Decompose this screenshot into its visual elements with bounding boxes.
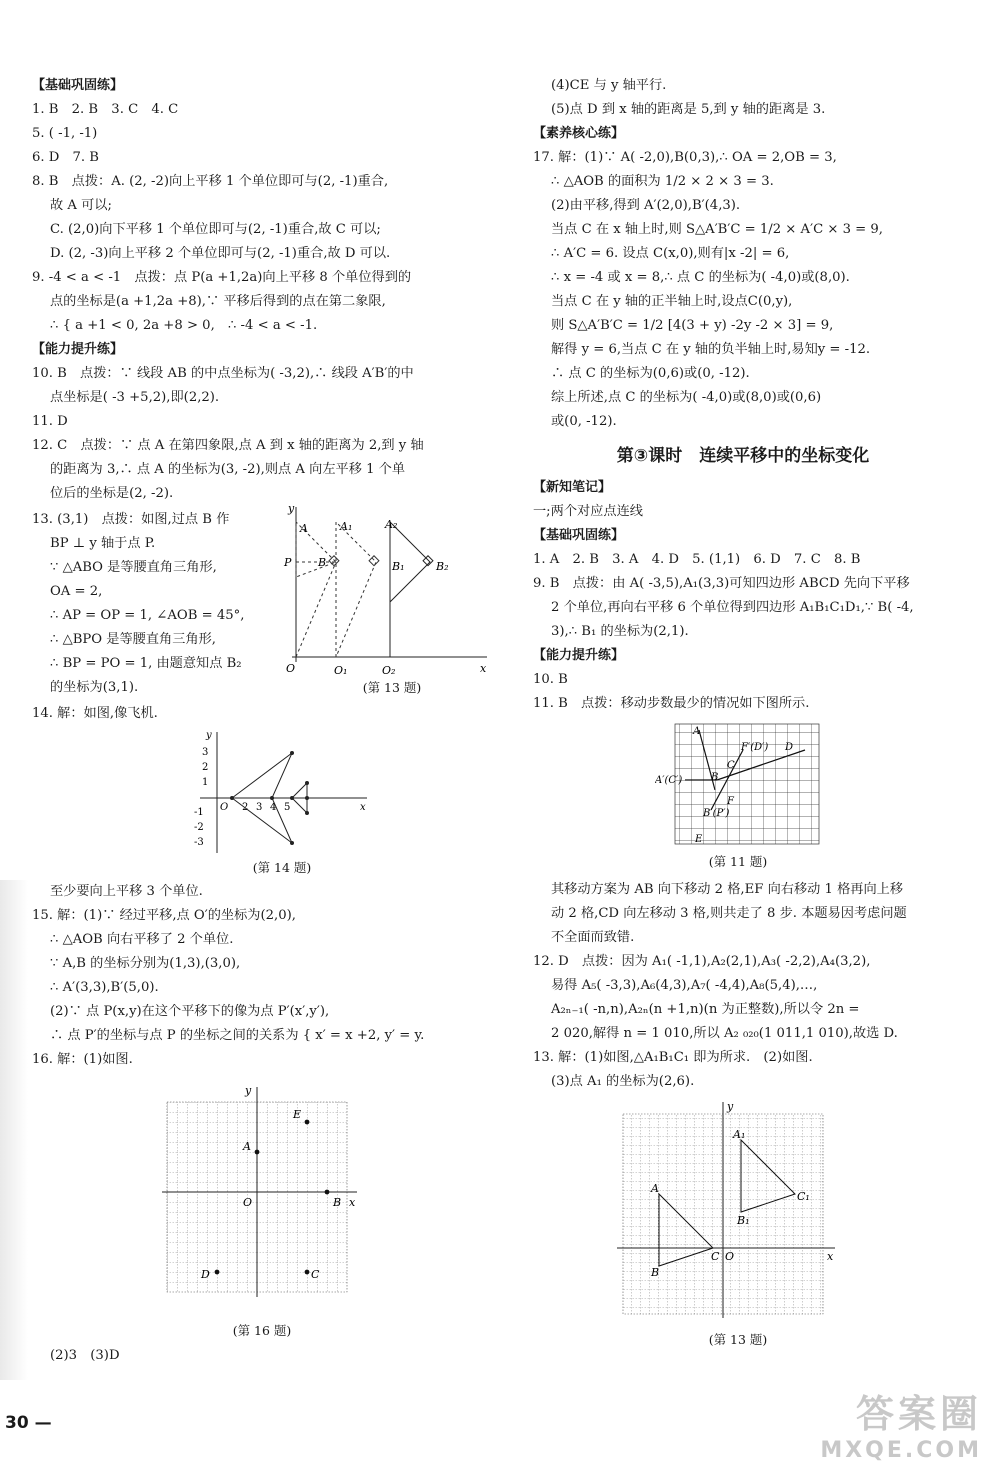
answer-line: (2)由平移,得到 A′(2,0),B′(4,3). [551,198,741,213]
answer-line: 16. 解：(1)如图. [32,1052,133,1067]
answer-line: ∴ △AOB 的面积为 1/2 × 2 × 3 = 3. [551,174,774,189]
answer-line: ∴ BP = PO = 1, 由题意知点 B₂ [50,656,242,671]
answer-line: 3),∴ B₁ 的坐标为(2,1). [551,624,689,639]
answer-line: 则 S△A′B′C = 1/2 [4(3 + y) -2y -2 × 3] = 9, [551,318,834,333]
q16-caption: (第 16 题) [232,1323,292,1338]
answer-line: 2 020,解得 n = 1 010,所以 A₂ ₀₂₀(1 011,1 010),故选 D. [551,1026,898,1041]
answer-line: 的距离为 3,∴ 点 A 的坐标为(3, -2),则点 A 向左平移 1 个单 [50,462,406,477]
svg-text:A₁: A₁ [733,1128,746,1141]
svg-text:B₁: B₁ [392,560,405,573]
answer-line: ∴ x = -4 或 x = 8,∴ 点 C 的坐标为( -4,0)或(8,0). [551,270,850,285]
answer-line: BP ⊥ y 轴于点 P. [50,536,156,551]
answer-line: (4)CE 与 y 轴平行. [551,78,667,93]
answer-line: 12. D 点拨：因为 A₁( -1,1),A₂(2,1),A₃( -2,2),A₄(3,2), [533,954,871,969]
page-number: 30 — [5,1413,52,1433]
svg-text:O₂: O₂ [382,664,396,677]
q13r-caption: (第 13 题) [708,1332,768,1347]
svg-text:-1: -1 [194,807,204,818]
svg-text:2: 2 [202,762,209,773]
answer-line: 点的坐标是(a +1,2a +8),∵ 平移后得到的点在第二象限, [50,294,386,309]
answer-line: 至少要向上平移 3 个单位. [50,884,203,899]
svg-text:2: 2 [242,802,249,813]
section-label: 【新知笔记】 [533,480,612,495]
section-label: 【能力提升练】 [533,648,625,663]
answer-line: 当点 C 在 x 轴上时,则 S△A′B′C = 1/2 × A′C × 3 = 9, [551,222,883,237]
svg-text:O: O [725,1250,735,1263]
svg-text:A: A [651,1182,659,1195]
q14-caption: (第 14 题) [252,860,312,875]
section-label: 【基础巩固练】 [32,78,124,93]
lesson-heading: 第③课时 连续平移中的坐标变化 [616,446,870,466]
svg-text:3: 3 [202,747,209,758]
answer-line: (2)∵ 点 P(x,y)在这个平移下的像为点 P′(x′,y′), [50,1004,330,1019]
q13-caption: (第 13 题) [362,680,422,695]
section-label: 【素养核心练】 [533,126,625,141]
answer-line: ∴ △AOB 向右平移了 2 个单位. [50,932,234,947]
svg-text:B: B [333,1196,342,1209]
watermark [820,1383,982,1463]
svg-text:y: y [206,730,212,741]
answer-line: 15. 解：(1)∵ 经过平移,点 O′的坐标为(2,0), [32,908,296,923]
answer-line: ∴ A′C = 6. 设点 C(x,0),则有|x -2| = 6, [551,246,790,261]
answer-line: 11. D [32,414,68,429]
svg-text:A: A [693,726,701,737]
svg-text:B₂: B₂ [436,560,449,573]
svg-text:x: x [480,662,487,675]
svg-text:C₁: C₁ [797,1190,810,1203]
scan-shadow [0,880,28,1380]
q14-figure-block [32,728,484,878]
answer-line: A₂ₙ₋₁( -n,n),A₂ₙ(n +1,n)(n 为正整数),所以令 2n = [551,1002,860,1017]
svg-text:B: B [711,772,719,783]
answer-line: ∴ { a +1 < 0, 2a +8 > 0, ∴ -4 < a < -1. [50,318,318,333]
answer-line: 故 A 可以; [50,198,112,213]
q11-caption: (第 11 题) [708,854,768,869]
answer-line: (5)点 D 到 x 轴的距离是 5,到 y 轴的距离是 3. [551,102,826,117]
svg-text:D: D [785,742,794,753]
watermark-url: MXQE.COM [820,1438,982,1463]
svg-text:B₁: B₁ [737,1214,750,1227]
watermark-logo-text: 答案圈 [855,1392,982,1436]
answer-line: 当点 C 在 y 轴的正半轴上时,设点C(0,y), [551,294,793,309]
answer-line: 动 2 格,CD 向左移动 3 格,则共走了 8 步. 本题易因考虑问题 [551,906,907,921]
q11-figure [655,720,825,850]
svg-text:4: 4 [270,802,277,813]
svg-text:P: P [284,556,292,569]
svg-text:O: O [286,662,296,675]
svg-text:F′(D′): F′(D′) [741,742,769,753]
answer-line: 9. -4 < a < -1 点拨：点 P(a +1,2a)向上平移 8 个单位得到的 [32,270,412,285]
svg-text:-2: -2 [194,822,204,833]
answer-line: 1. B 2. B 3. C 4. C [32,102,179,117]
answer-line: 点坐标是( -3 +5,2),即(2,2). [50,390,220,405]
q11-figure-block [533,718,953,876]
answer-line: 综上所述,点 C 的坐标为( -4,0)或(8,0)或(0,6) [551,390,822,405]
svg-text:C: C [727,760,735,771]
left-text-block [32,74,484,506]
right-text-block-2 [533,476,953,716]
svg-text:F: F [727,796,734,807]
svg-text:B: B [651,1266,660,1279]
svg-text:x: x [349,1196,356,1209]
answer-line: 一;两个对应点连线 [533,504,643,519]
svg-text:O: O [243,1196,253,1209]
answer-line: (3)点 A₁ 的坐标为(2,6). [551,1074,695,1089]
svg-text:y: y [727,1100,734,1113]
answer-line: 13. (3,1) 点拨：如图,过点 B 作 [32,512,230,527]
q13r-figure [613,1100,843,1322]
answer-line: 9. B 点拨：由 A( -3,5),A₁(3,3)可知四边形 ABCD 先向下平移 [533,576,910,591]
svg-text:A₂: A₂ [385,518,398,531]
answer-line: 不全面而致错. [551,930,635,945]
right-text-block-3 [533,878,953,1094]
section-label: 【基础巩固练】 [533,528,625,543]
svg-text:C: C [311,1268,320,1281]
q13-text [32,508,282,700]
svg-text:A: A [300,522,308,535]
svg-text:1: 1 [202,777,209,788]
svg-text:O₁: O₁ [334,664,348,677]
answer-line: 10. B [533,672,568,687]
answer-line: 1. A 2. B 3. A 4. D 5. (1,1) 6. D 7. C 8. B [533,552,861,567]
svg-text:A: A [243,1140,251,1153]
answer-line: 其移动方案为 AB 向下移动 2 格,EF 向右移动 1 格再向上移 [551,882,904,897]
svg-text:D: D [201,1268,210,1281]
answer-line: 的坐标为(3,1). [50,680,139,695]
answer-line: 解得 y = 6,当点 C 在 y 轴的负半轴上时,易知y = -12. [551,342,871,357]
answer-line: ∵ A,B 的坐标分别为(1,3),(3,0), [50,956,241,971]
q16-figure-block [32,1074,484,1342]
svg-text:5: 5 [284,802,291,813]
answer-line: 13. 解：(1)如图,△A₁B₁C₁ 即为所求. (2)如图. [533,1050,813,1065]
answer-line: 位后的坐标是(2, -2). [50,486,174,501]
svg-text:x: x [360,802,366,813]
svg-text:A′(C′): A′(C′) [655,775,683,786]
answer-line: ∴ 点 P′的坐标与点 P 的坐标之间的关系为 { x′ = x +2, y′ = y. [50,1028,425,1043]
answer-line: 8. B 点拨：A. (2, -2)向上平移 1 个单位即可与(2, -1)重合, [32,174,389,189]
answer-line: ∴ A′(3,3),B′(5,0). [50,980,159,995]
answer-line: ∴ 点 C 的坐标为(0,6)或(0, -12). [551,366,750,381]
svg-text:E: E [293,1108,302,1121]
svg-text:B′(P′): B′(P′) [703,808,730,819]
answer-line: 易得 A₅( -3,3),A₆(4,3),A₇( -4,4),A₈(5,4),…, [551,978,818,993]
q13r-figure-block [533,1096,953,1346]
answer-line: 11. B 点拨：移动步数最少的情况如下图所示. [533,696,810,711]
answer-line: 12. C 点拨：∵ 点 A 在第四象限,点 A 到 x 轴的距离为 2,到 y 轴 [32,438,424,453]
q13-figure [282,502,492,682]
answer-line: ∵ △ABO 是等腰直角三角形, [50,560,217,575]
svg-text:y: y [288,502,295,515]
svg-text:E: E [695,834,703,845]
q13-block [32,502,487,700]
answer-line: 6. D 7. B [32,150,99,165]
answer-line: 10. B 点拨：∵ 线段 AB 的中点坐标为( -3,2),∴ 线段 A′B′的中 [32,366,414,381]
svg-text:A₁: A₁ [340,520,353,533]
right-text-block [533,74,953,434]
answer-line: 2 个单位,再向右平移 6 个单位得到四边形 A₁B₁C₁D₁,∵ B( -4, [551,600,914,615]
svg-text:x: x [827,1250,834,1263]
svg-text:3: 3 [256,802,263,813]
answer-line: OA = 2, [50,584,103,599]
left-column [32,74,487,1368]
q16-answer: (2)3 (3)D [50,1348,120,1363]
svg-text:-3: -3 [194,837,204,848]
q14-text: 14. 解：如图,像飞机. [32,706,158,721]
svg-text:C: C [711,1250,720,1263]
right-column [533,74,953,1348]
svg-text:B: B [318,556,327,569]
answer-line: ∴ △BPO 是等腰直角三角形, [50,632,216,647]
svg-text:y: y [245,1084,252,1097]
q16-figure [157,1082,367,1307]
answer-line: ∴ AP = OP = 1, ∠AOB = 45°, [50,608,245,623]
answer-line: D. (2, -3)向上平移 2 个单位即可与(2, -1)重合,故 D 可以. [50,246,391,261]
svg-text:O: O [220,802,229,813]
answer-line: 17. 解：(1)∵ A( -2,0),B(0,3),∴ OA = 2,OB = 3, [533,150,837,165]
left-text-block-2 [32,880,484,1072]
answer-line: 或(0, -12). [551,414,617,429]
section-label: 【能力提升练】 [32,342,124,357]
answer-line: 5. ( -1, -1) [32,126,98,141]
answer-line: C. (2,0)向下平移 1 个单位即可与(2, -1)重合,故 C 可以; [50,222,381,237]
q14-figure [192,728,372,858]
